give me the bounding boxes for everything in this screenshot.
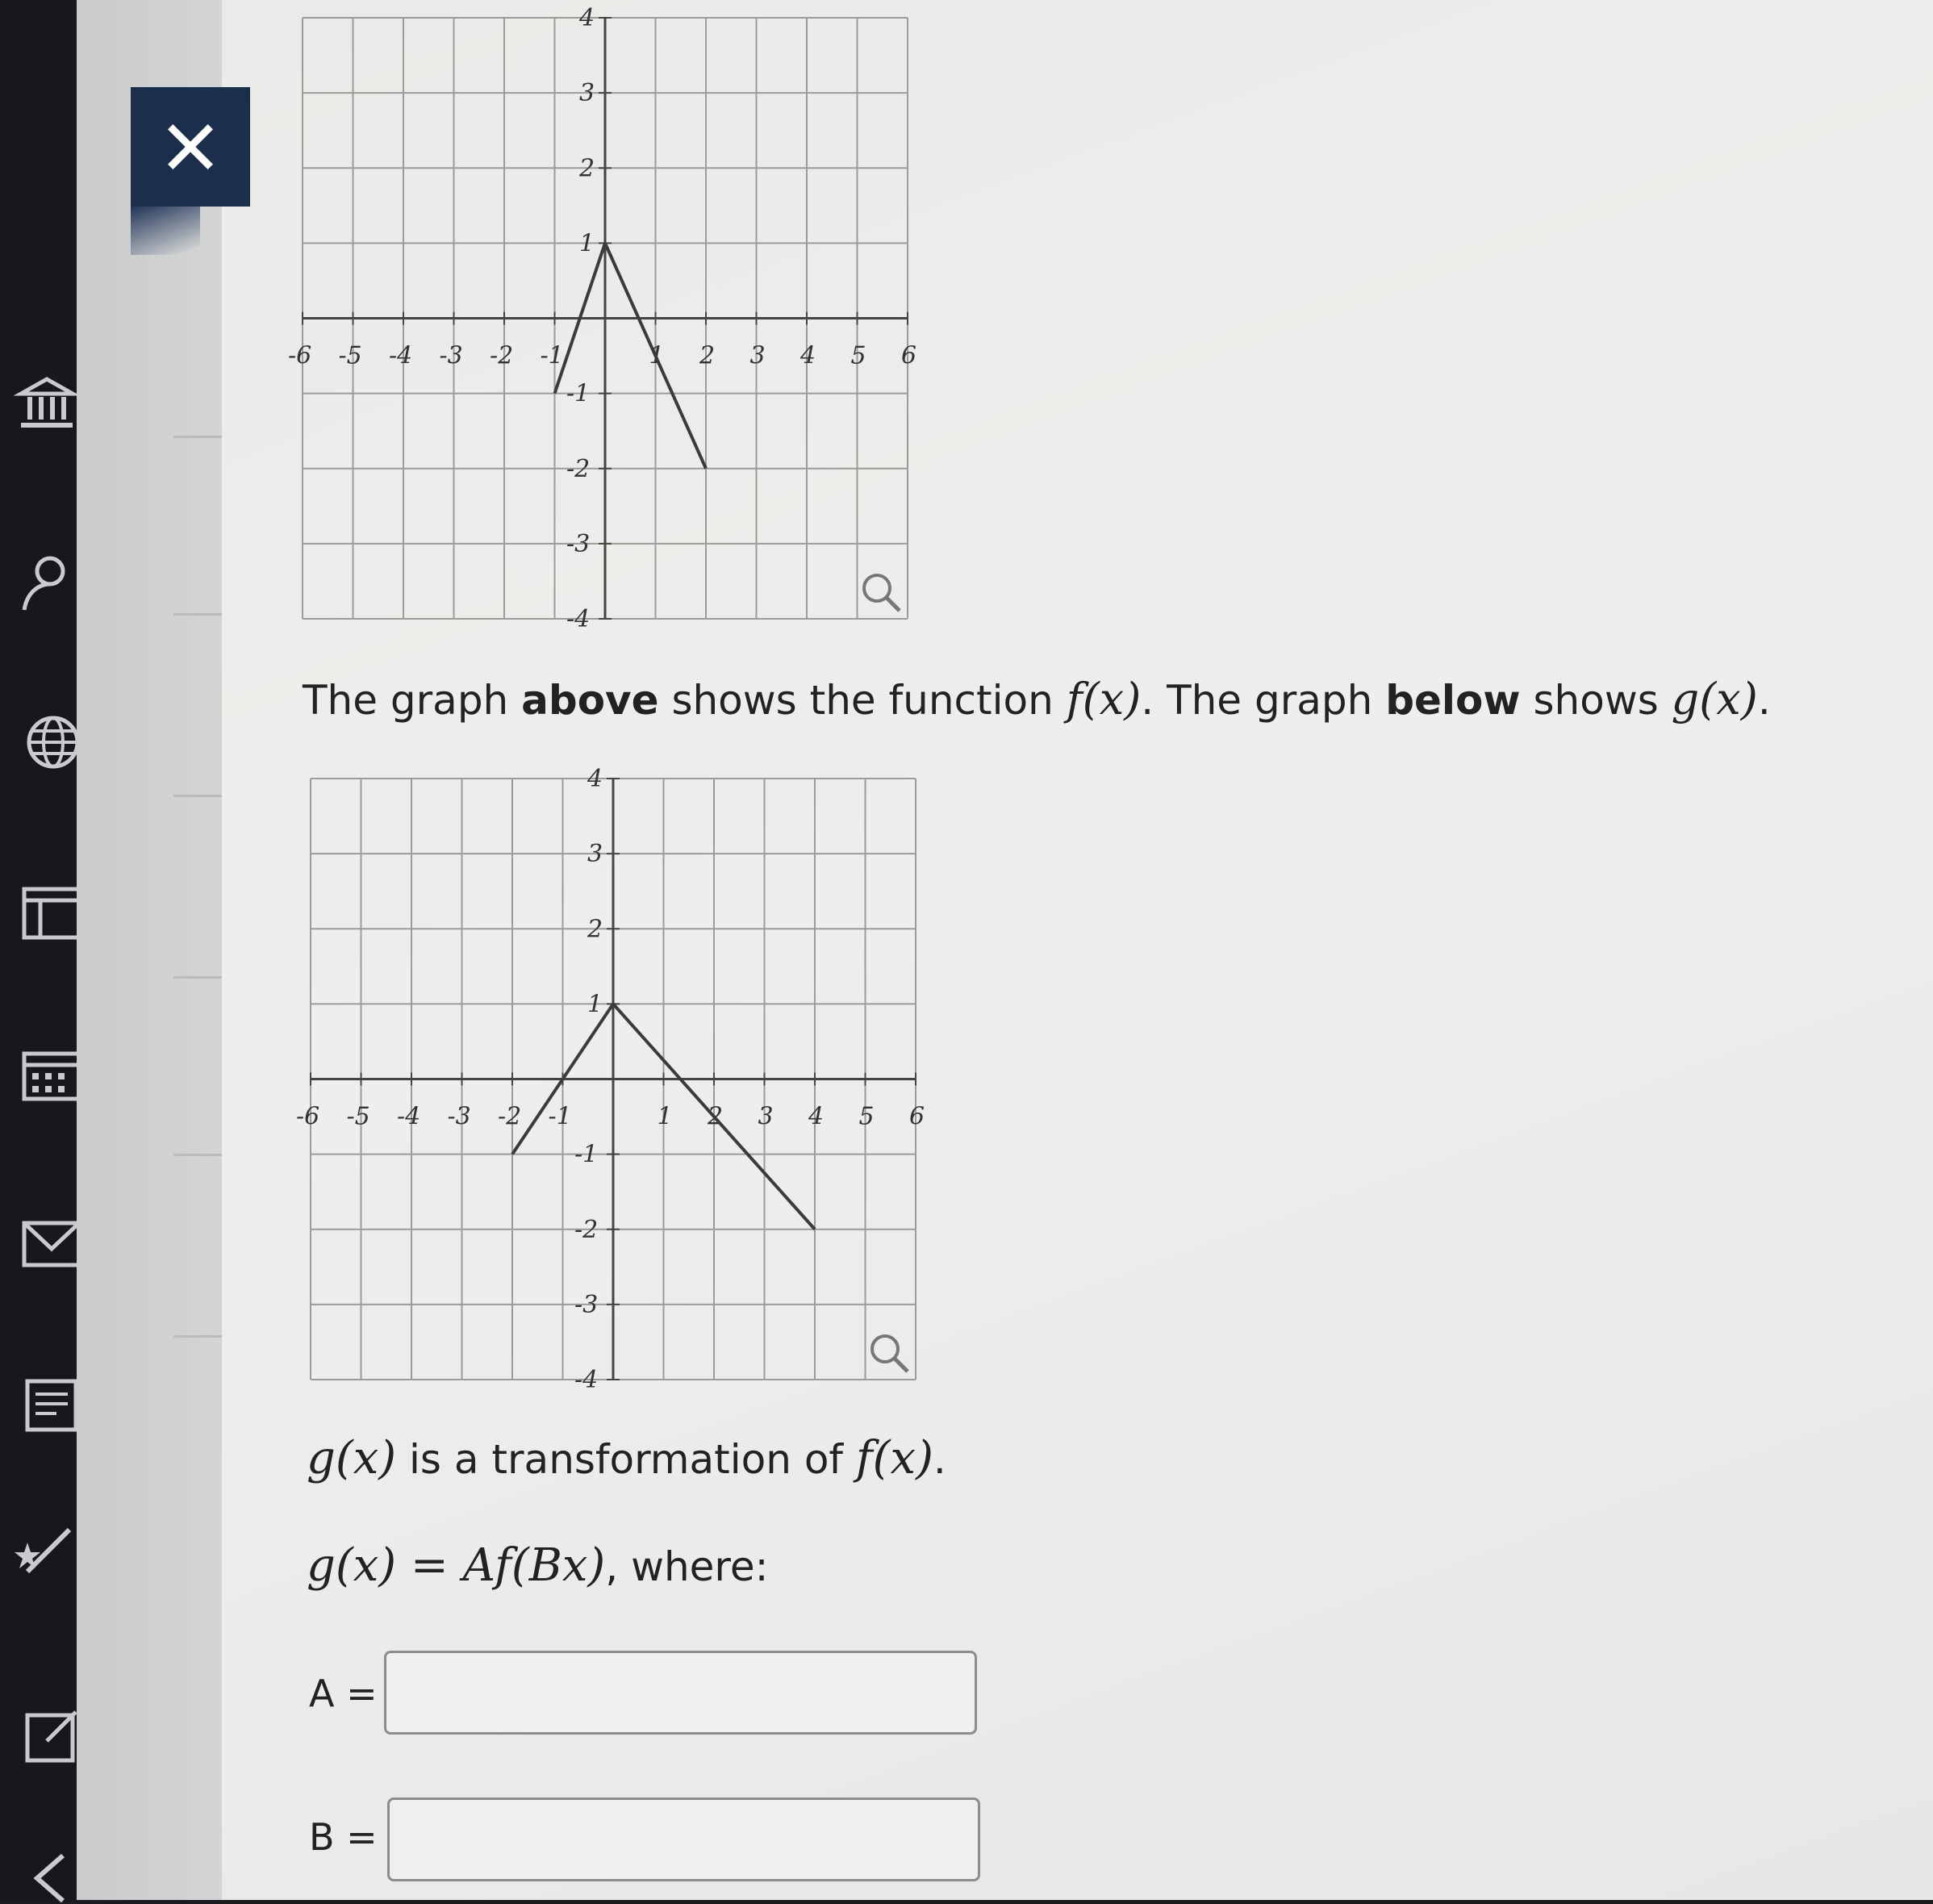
- x-tick-label: -2: [490, 341, 514, 370]
- pen-icon[interactable]: [15, 1517, 79, 1581]
- answer-a-input[interactable]: [384, 1651, 977, 1735]
- close-icon: [161, 118, 219, 176]
- bank-icon[interactable]: [15, 371, 79, 436]
- x-tick-label: 1: [649, 341, 665, 370]
- x-tick-label: -6: [288, 341, 312, 370]
- y-tick-label: 4: [579, 4, 595, 32]
- x-tick-label: -5: [346, 1102, 370, 1131]
- intro-text: .: [1757, 677, 1771, 724]
- formula-where: , where:: [605, 1543, 769, 1590]
- x-tick-label: -3: [439, 341, 463, 370]
- x-tick-label: -2: [498, 1102, 522, 1131]
- formula-line: [307, 1539, 768, 1592]
- x-tick-label: 1: [657, 1102, 673, 1131]
- intro-text: shows: [1520, 677, 1672, 724]
- y-tick-label: 1: [579, 229, 595, 258]
- user-icon[interactable]: [15, 549, 79, 613]
- graph-f-svg[interactable]: [288, 4, 917, 633]
- y-tick-label: -1: [574, 1140, 599, 1169]
- close-tab-shadow: [131, 207, 200, 255]
- y-tick-label: -4: [574, 1366, 599, 1394]
- math-g: g(x): [1671, 674, 1758, 724]
- graph-g-svg[interactable]: [296, 765, 925, 1394]
- edit-icon[interactable]: [15, 1702, 79, 1767]
- y-tick-label: -2: [566, 454, 591, 483]
- y-tick-label: -4: [566, 605, 591, 633]
- x-tick-label: 5: [850, 341, 866, 370]
- calendar-icon[interactable]: [15, 1041, 79, 1105]
- y-tick-label: 3: [587, 840, 603, 869]
- answer-b-label: B =: [309, 1815, 378, 1859]
- answer-b-input[interactable]: [387, 1798, 980, 1881]
- zoom-icon-handle: [894, 1358, 908, 1372]
- x-tick-label: -4: [397, 1102, 421, 1131]
- formula-rhs: Af(Bx): [462, 1539, 606, 1592]
- y-tick-label: 2: [579, 154, 595, 183]
- mail-icon[interactable]: [15, 1210, 79, 1275]
- answer-a-label: A =: [309, 1672, 378, 1715]
- formula-equals: =: [396, 1539, 463, 1592]
- intro-text: . The graph: [1141, 677, 1386, 724]
- globe-icon[interactable]: [15, 710, 79, 775]
- intro-below: below: [1385, 677, 1521, 724]
- function-line: [555, 243, 707, 468]
- x-tick-label: 6: [909, 1102, 925, 1131]
- back-icon[interactable]: [15, 1839, 79, 1904]
- x-tick-label: -6: [296, 1102, 320, 1131]
- x-tick-label: -3: [447, 1102, 471, 1131]
- y-tick-label: 4: [587, 765, 603, 793]
- y-tick-label: 1: [587, 990, 603, 1019]
- statement-text: .: [933, 1436, 946, 1483]
- intro-text: The graph: [303, 677, 522, 724]
- x-tick-label: -1: [540, 341, 564, 370]
- y-tick-label: -2: [574, 1215, 599, 1244]
- y-tick-label: 2: [587, 915, 603, 944]
- x-tick-label: -5: [338, 341, 362, 370]
- intro-sentence: [303, 674, 1771, 724]
- transformation-statement: [307, 1432, 946, 1484]
- intro-text: shows the function: [658, 677, 1067, 724]
- y-tick-label: -3: [574, 1290, 599, 1319]
- x-tick-label: 4: [800, 341, 816, 370]
- app-sidebar: [0, 0, 77, 1900]
- statement-text: is a transformation of: [396, 1436, 856, 1483]
- zoom-icon-handle: [886, 597, 900, 611]
- x-tick-label: 2: [708, 1102, 724, 1131]
- graph-f: [288, 4, 917, 634]
- graph-g: [296, 765, 925, 1395]
- layout-icon[interactable]: [15, 879, 79, 944]
- x-tick-label: 3: [758, 1102, 774, 1131]
- formula-lhs: g(x): [307, 1539, 397, 1592]
- y-tick-label: -1: [566, 379, 591, 408]
- x-tick-label: -1: [548, 1102, 572, 1131]
- x-tick-label: 2: [699, 341, 716, 370]
- y-tick-label: 3: [579, 79, 595, 108]
- x-tick-label: 4: [808, 1102, 825, 1131]
- x-tick-label: 5: [858, 1102, 875, 1131]
- math-g: g(x): [307, 1432, 397, 1484]
- x-tick-label: -4: [389, 341, 413, 370]
- y-tick-label: -3: [566, 529, 591, 558]
- side-panel: [77, 0, 222, 1900]
- document-icon[interactable]: [15, 1372, 79, 1436]
- intro-above: above: [521, 677, 659, 724]
- x-tick-label: 3: [749, 341, 766, 370]
- math-f: f(x): [1066, 674, 1142, 724]
- close-button[interactable]: [131, 87, 250, 207]
- x-tick-label: 6: [901, 341, 917, 370]
- math-f: f(x): [855, 1432, 933, 1484]
